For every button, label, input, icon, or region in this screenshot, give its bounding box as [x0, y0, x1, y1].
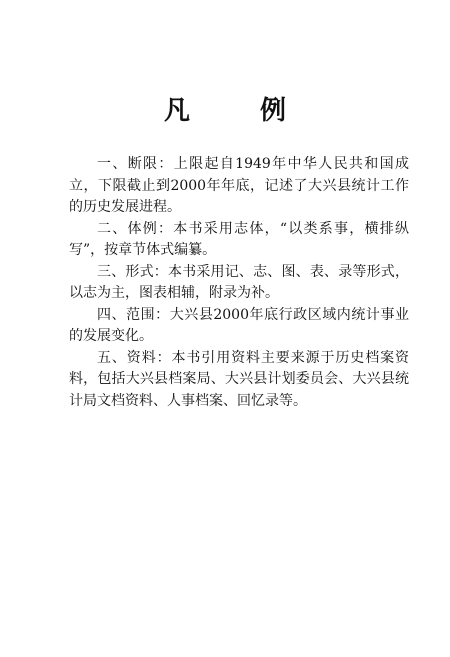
paragraph-style: 二、体例：本书采用志体，“以类系事，横排纵写”，按章节体式编纂。: [69, 220, 409, 258]
paragraph-form: 三、形式：本书采用记、志、图、表、录等形式，以志为主，图表相辅，附录为补。: [69, 263, 409, 301]
paragraph-sources: 五、资料：本书引用资料主要来源于历史档案资料，包括大兴县档案局、大兴县计划委员会、大兴县统计局文档资料、人事档案、回忆录等。: [69, 349, 409, 409]
page-title: 凡 例: [163, 96, 308, 126]
document-body: [69, 154, 409, 412]
paragraph-time-limit: 一、断限：上限起自1949年中华人民共和国成立，下限截止到2000年年底，记述了大兴县统计工作的历史发展进程。: [69, 156, 409, 215]
paragraph-scope: 四、范围：大兴县2000年底行政区域内统计事业的发展变化。: [69, 306, 409, 344]
